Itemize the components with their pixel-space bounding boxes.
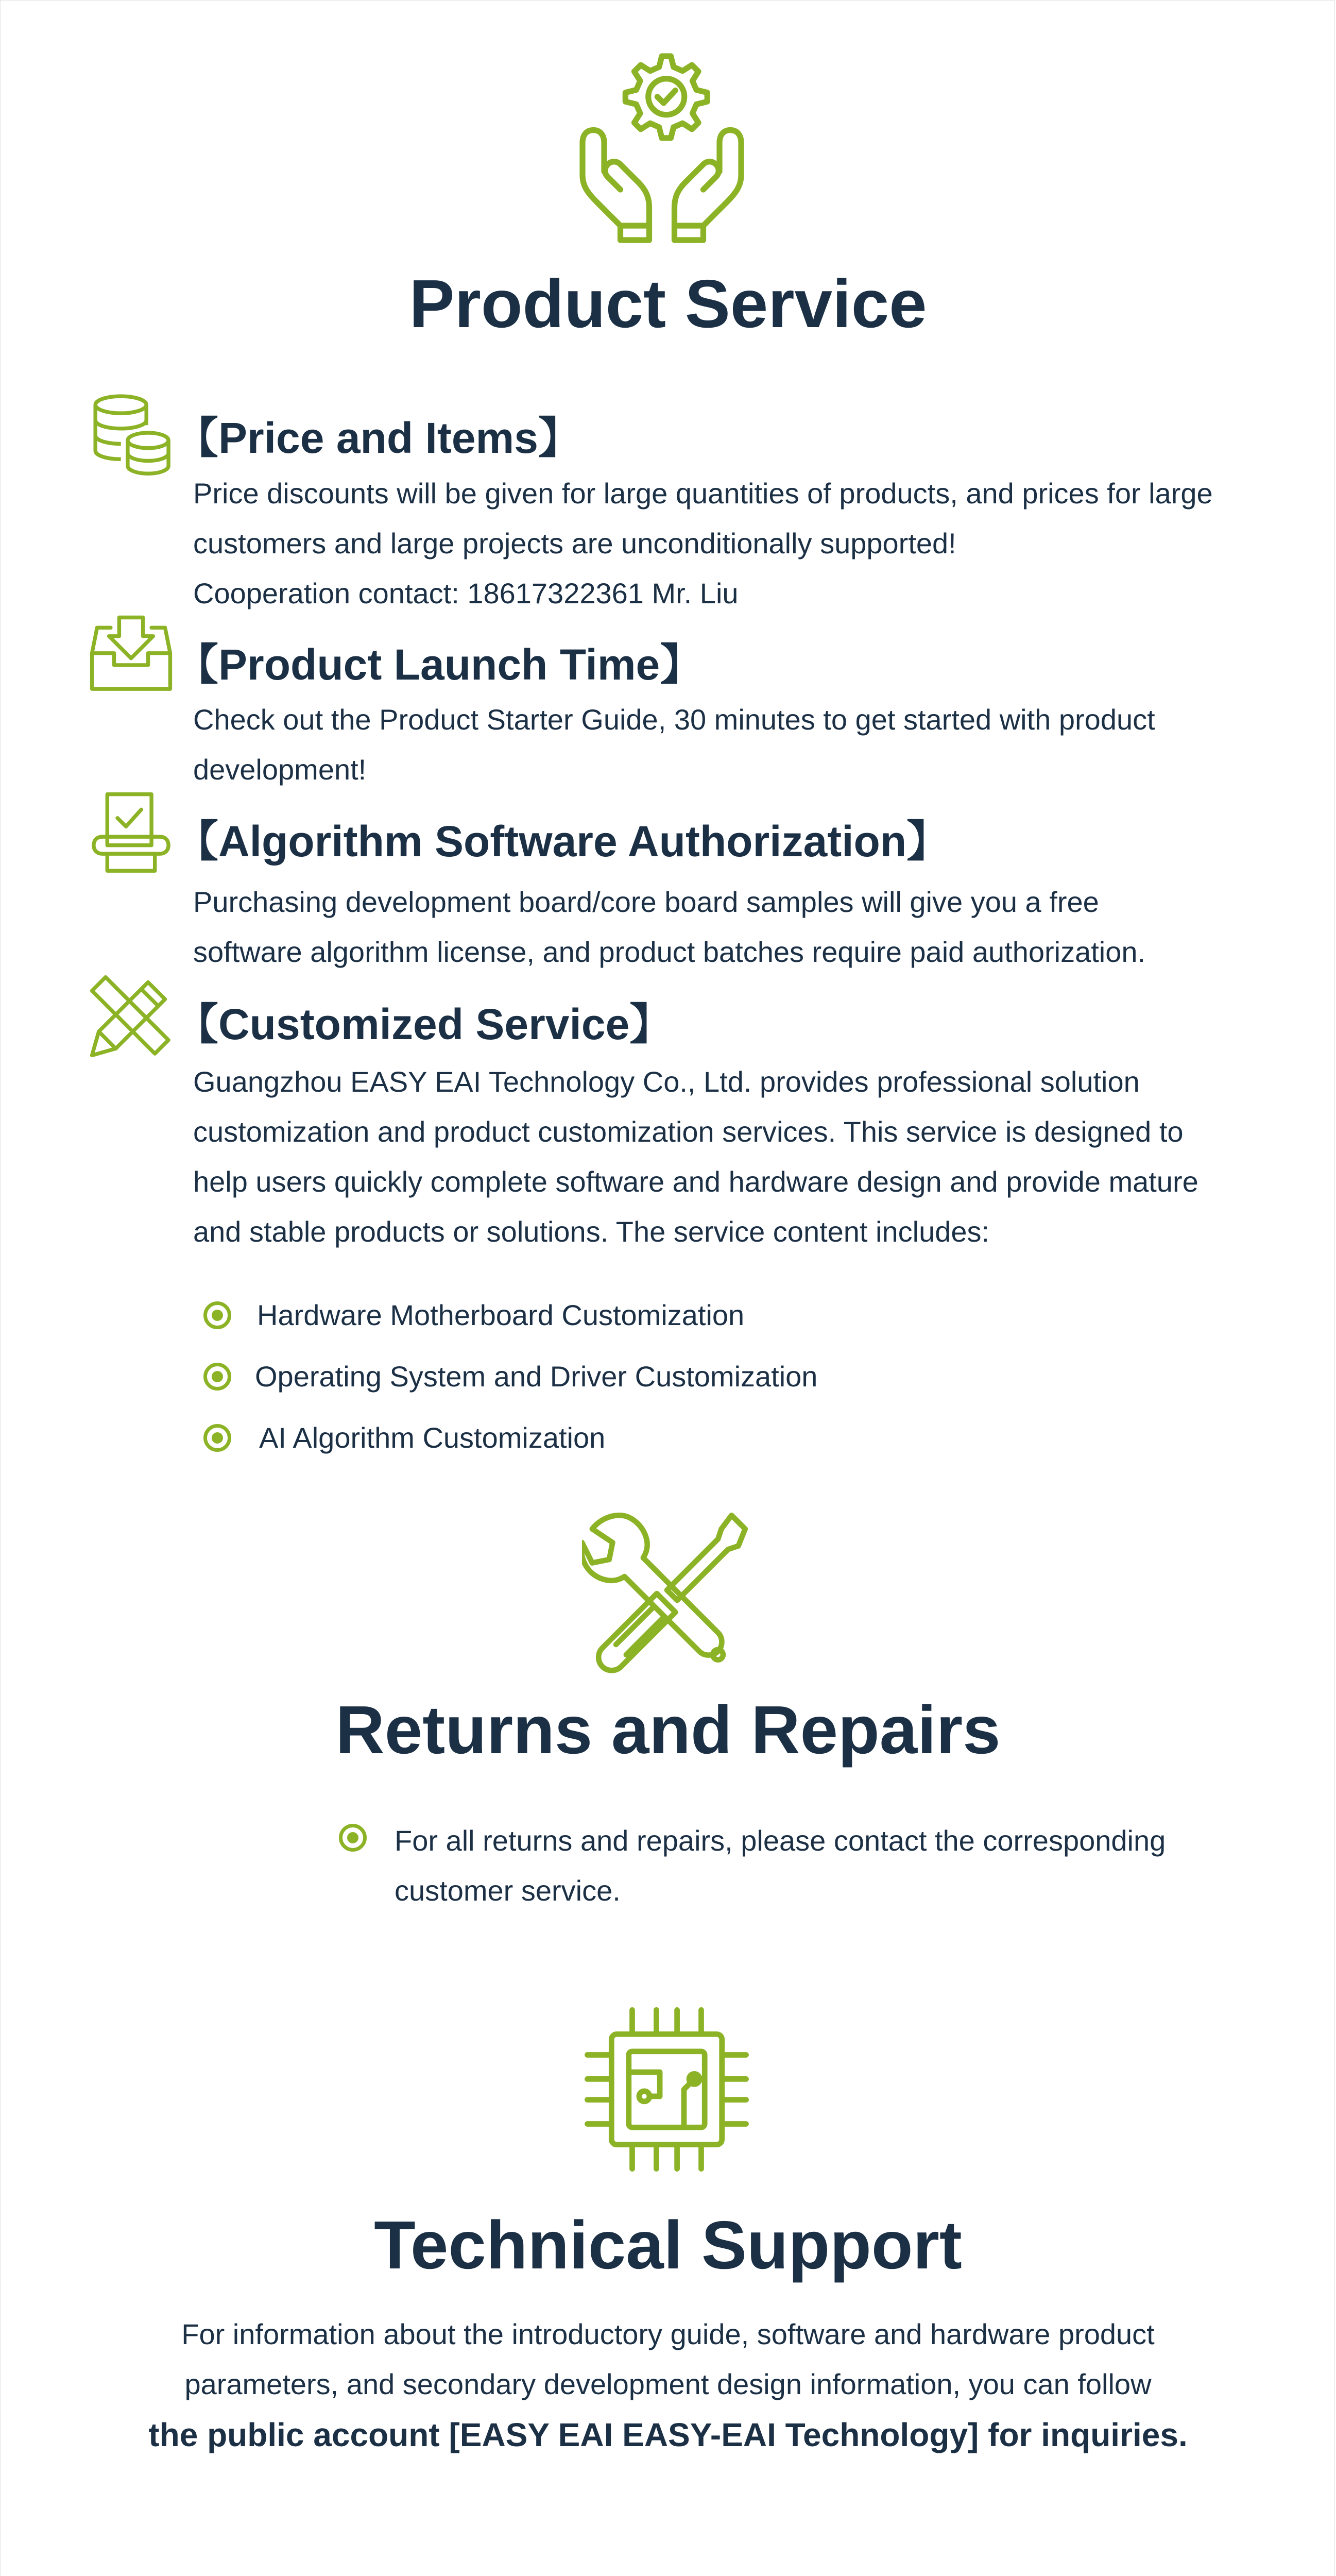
section-text-price <box>193 468 1213 618</box>
returns-title: Returns and Repairs <box>335 1692 1001 1768</box>
hands-gear-check-icon <box>572 49 752 247</box>
text-line: For information about the introductory guide, software and hardware product <box>181 2318 1155 2350</box>
list-item <box>203 1415 605 1461</box>
list-item-text: Hardware Motherboard Customization <box>257 1299 745 1331</box>
section-text-authorization <box>193 877 1145 977</box>
wrench-screwdriver-icon <box>582 1509 752 1679</box>
support-text <box>0 2309 1336 2461</box>
list-item <box>203 1292 744 1338</box>
text-line: customization and product customization services. This service is designed to <box>193 1115 1184 1148</box>
section-text-launch <box>193 694 1155 794</box>
manual-service <box>0 2571 1336 2576</box>
text-line: Price discounts will be given for large quantities of products, and prices for large <box>193 477 1213 510</box>
list-item-text: AI Algorithm Customization <box>259 1421 606 1454</box>
bullet-dot <box>339 1824 367 1852</box>
returns-text <box>395 1816 1166 1916</box>
text-line: software algorithm license, and product batches require paid authorization. <box>193 936 1146 968</box>
inbox-download-icon <box>89 609 174 694</box>
section-text-customized <box>193 1057 1198 1257</box>
product-service-title: Product Service <box>409 266 927 342</box>
text-line <box>0 2571 1336 2576</box>
section-title-price: 【Price and Items】 <box>175 414 581 462</box>
text-line: help users quickly complete software and hardware design and provide mature <box>193 1165 1198 1198</box>
text-line: and stable products or solutions. The service content includes: <box>193 1215 990 1248</box>
text-line: customers and large projects are unconditionally supported! <box>193 527 956 560</box>
list-item-text: Operating System and Driver Customization <box>255 1360 818 1393</box>
pencil-ruler-icon <box>89 974 174 1059</box>
text-line: parameters, and secondary development design information, you can follow <box>184 2368 1152 2400</box>
list-item <box>203 1353 817 1400</box>
section-title-authorization: 【Algorithm Software Authorization】 <box>175 817 950 866</box>
text-line: development! <box>193 753 367 786</box>
text-line: Check out the Product Starter Guide, 30 minutes to get started with product <box>193 703 1155 736</box>
text-line: Guangzhou EASY EAI Technology Co., Ltd. provides professional solution <box>193 1065 1140 1098</box>
database-coins-icon <box>89 392 174 479</box>
bullet-dot <box>203 1363 231 1391</box>
section-title-launch: 【Product Launch Time】 <box>175 640 704 689</box>
bullet-dot <box>203 1301 231 1329</box>
text-line: For all returns and repairs, please contact the corresponding <box>395 1824 1166 1857</box>
text-line: customer service. <box>395 1874 621 1907</box>
support-bold-line: the public account [EASY EAI EASY-EAI Technology] for inquiries. <box>148 2416 1188 2453</box>
support-title: Technical Support <box>374 2207 962 2283</box>
section-title-customized: 【Customized Service】 <box>175 1000 673 1048</box>
chip-circuit-icon <box>580 2003 753 2176</box>
license-printer-icon <box>89 791 174 876</box>
bullet-dot <box>203 1424 231 1452</box>
text-line: Purchasing development board/core board samples will give you a free <box>193 886 1099 918</box>
text-line: Cooperation contact: 18617322361 Mr. Liu <box>193 577 739 609</box>
